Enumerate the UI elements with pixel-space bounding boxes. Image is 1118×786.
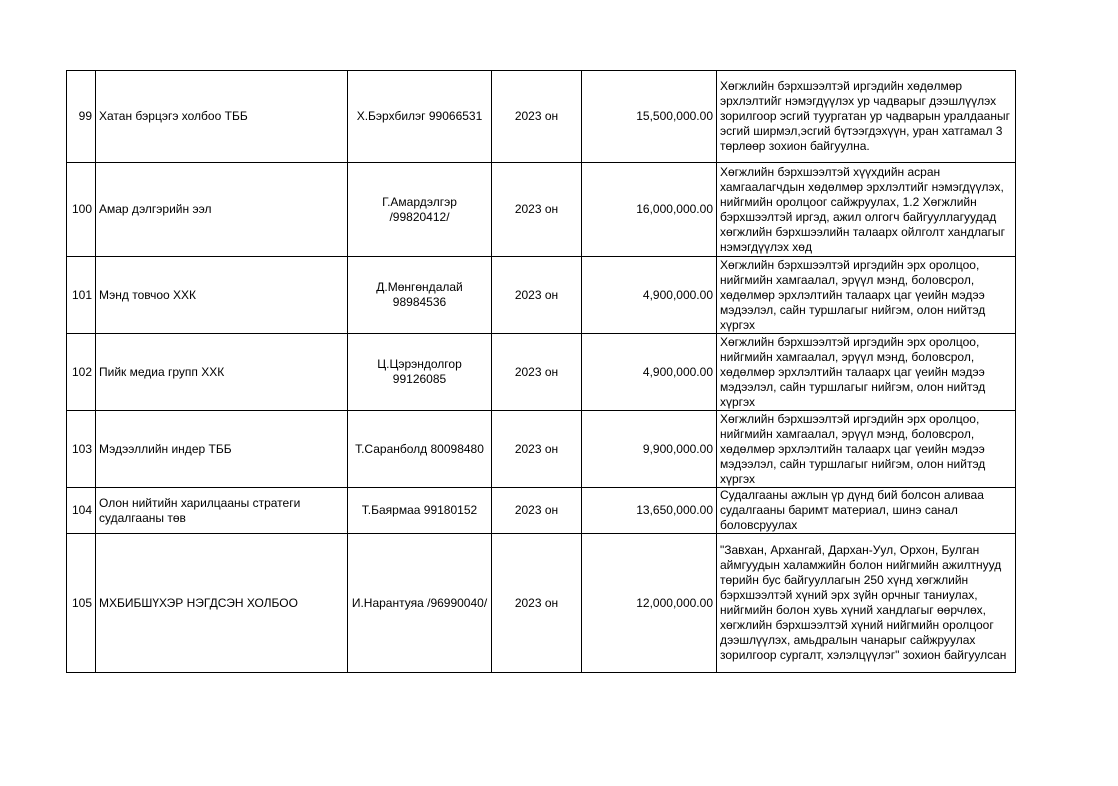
project-description: "Завхан, Архангай, Дархан-Уул, Орхон, Булган аймгуудын халамжийн болон нийгмийн ажилтнууд төрийн бус байгууллагын 250 хүнд хөгжлийн бэрхшээлтэй хүний эрх зүйн орчныг таниулах, нийгмийн болон хувь хүний хандлагыг өөрчлөх, хөгжлийн бэрхшээлтэй хүний нийгмийн оролцоог дээшлүүлэх, амьдралын чанарыг сайжруулах зорилгоор сургалт, хэлэлцүүлэг" зохион байгуулсан	[717, 534, 1016, 673]
row-number: 99	[67, 71, 96, 163]
project-description: Хөгжлийн бэрхшээлтэй иргэдийн хөдөлмөр эрхлэлтийг нэмэгдүүлэх ур чадварыг дээшлүүлэх зорилгоор эсгий туургатан ур чадварын уралдааныг эсгий ширмэл,эсгий бүтээгдэхүүн, уран хатгамал 3 төрлөөр зохион байгуулна.	[717, 71, 1016, 163]
row-number: 101	[67, 257, 96, 334]
row-number: 103	[67, 411, 96, 488]
table-row	[67, 534, 1016, 673]
project-description: Хөгжлийн бэрхшээлтэй иргэдийн эрх оролцоо, нийгмийн хамгаалал, эрүүл мэнд, боловсрол, хөдөлмөр эрхлэлтийн талаарх цаг үеийн мэдээ мэдээлэл, сайн туршлагыг нийгэм, олон нийтэд хүргэх	[717, 257, 1016, 334]
grant-amount: 13,650,000.00	[582, 488, 717, 534]
organization-name: МХБИБШҮХЭР НЭГДСЭН ХОЛБОО	[96, 534, 348, 673]
organization-name: Пийк медиа групп ХХК	[96, 334, 348, 411]
row-number: 102	[67, 334, 96, 411]
grant-amount: 9,900,000.00	[582, 411, 717, 488]
table-row	[67, 257, 1016, 334]
organization-name: Мэдээллийн индер ТББ	[96, 411, 348, 488]
table-row	[67, 411, 1016, 488]
table-row	[67, 488, 1016, 534]
contact-person: И.Нарантуяа /96990040/	[348, 534, 492, 673]
grant-year: 2023 он	[492, 334, 582, 411]
table-row	[67, 334, 1016, 411]
row-number: 104	[67, 488, 96, 534]
project-description: Хөгжлийн бэрхшээлтэй иргэдийн эрх оролцоо, нийгмийн хамгаалал, эрүүл мэнд, боловсрол, хөдөлмөр эрхлэлтийн талаарх цаг үеийн мэдээ мэдээлэл, сайн туршлагыг нийгэм, олон нийтэд хүргэх	[717, 411, 1016, 488]
organization-name: Хатан бэрцэгэ холбоо ТББ	[96, 71, 348, 163]
table-row	[67, 71, 1016, 163]
contact-person: Т.Саранболд 80098480	[348, 411, 492, 488]
grant-year: 2023 он	[492, 71, 582, 163]
grant-amount: 15,500,000.00	[582, 71, 717, 163]
grant-year: 2023 он	[492, 257, 582, 334]
organization-name: Мэнд товчоо ХХК	[96, 257, 348, 334]
grant-year: 2023 он	[492, 163, 582, 257]
grants-table-body	[67, 71, 1016, 673]
grant-amount: 16,000,000.00	[582, 163, 717, 257]
grants-table	[66, 70, 1016, 673]
row-number: 100	[67, 163, 96, 257]
contact-person: Д.Мөнгөндалай 98984536	[348, 257, 492, 334]
grant-year: 2023 он	[492, 411, 582, 488]
project-description: Хөгжлийн бэрхшээлтэй иргэдийн эрх оролцоо, нийгмийн хамгаалал, эрүүл мэнд, боловсрол, хөдөлмөр эрхлэлтийн талаарх цаг үеийн мэдээ мэдээлэл, сайн туршлагыг нийгэм, олон нийтэд хүргэх	[717, 334, 1016, 411]
project-description: Судалгааны ажлын үр дүнд бий болсон аливаа судалгааны баримт материал, шинэ санал боловсруулах	[717, 488, 1016, 534]
grant-amount: 4,900,000.00	[582, 334, 717, 411]
contact-person: Г.Амардэлгэр /99820412/	[348, 163, 492, 257]
grant-year: 2023 он	[492, 488, 582, 534]
contact-person: Х.Бэрхбилэг 99066531	[348, 71, 492, 163]
grant-amount: 12,000,000.00	[582, 534, 717, 673]
organization-name: Олон нийтийн харилцааны стратеги судалгааны төв	[96, 488, 348, 534]
organization-name: Амар дэлгэрийн ээл	[96, 163, 348, 257]
grant-amount: 4,900,000.00	[582, 257, 717, 334]
contact-person: Т.Баярмаа 99180152	[348, 488, 492, 534]
table-row	[67, 163, 1016, 257]
grant-year: 2023 он	[492, 534, 582, 673]
project-description: Хөгжлийн бэрхшээлтэй хүүхдийн асран хамгаалагчдын хөдөлмөр эрхлэлтийг нэмэгдүүлэх, нийгмийн оролцоог сайжруулах, 1.2 Хөгжлийн бэрхшээлтэй иргэд, ажил олгогч байгууллагуудад хөгжлийн бэрхшээлийн талаарх ойлголт хандлагыг нэмэгдүүлэх хөд	[717, 163, 1016, 257]
contact-person: Ц.Цэрэндолгор 99126085	[348, 334, 492, 411]
row-number: 105	[67, 534, 96, 673]
